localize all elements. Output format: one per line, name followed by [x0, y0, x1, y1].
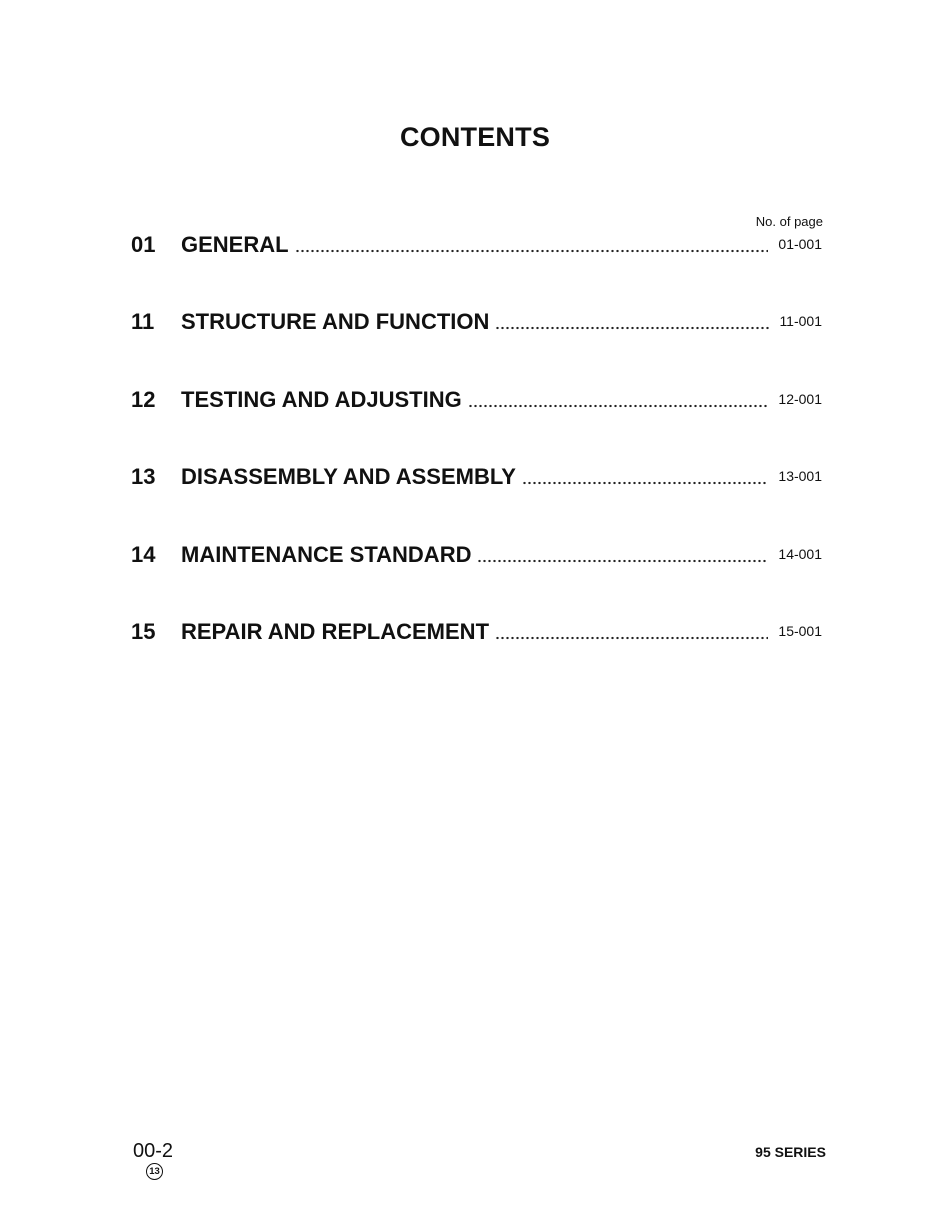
section-number: 15 — [131, 618, 156, 644]
revision-mark: 13 — [146, 1163, 163, 1180]
toc-entry-11 — [131, 305, 822, 382]
toc-entry-12 — [131, 383, 822, 460]
dot-leader — [495, 621, 768, 643]
section-title: MAINTENANCE STANDARD — [181, 541, 472, 567]
section-number: 11 — [131, 309, 155, 335]
section-number: 13 — [131, 464, 156, 490]
section-page-ref: 14-001 — [778, 545, 822, 562]
dot-leader — [495, 311, 769, 333]
toc-entry-15 — [131, 615, 822, 651]
section-page-ref: 01-001 — [778, 236, 822, 252]
dot-leader — [522, 466, 768, 488]
footer-series: 95 SERIES — [755, 1144, 826, 1160]
dot-leader — [295, 234, 769, 256]
dot-leader — [468, 389, 769, 411]
table-of-contents — [131, 228, 822, 651]
section-title: DISASSEMBLY AND ASSEMBLY — [181, 464, 516, 490]
toc-entry-14 — [131, 538, 822, 615]
section-number: 12 — [131, 386, 156, 412]
dot-leader — [477, 544, 768, 566]
section-title: REPAIR AND REPLACEMENT — [181, 618, 490, 644]
page-title: CONTENTS — [399, 122, 551, 152]
section-number: 14 — [131, 541, 156, 567]
section-title: STRUCTURE AND FUNCTION — [181, 309, 490, 335]
section-title: TESTING AND ADJUSTING — [181, 386, 462, 412]
section-page-ref: 12-001 — [778, 390, 822, 407]
section-page-ref: 11-001 — [779, 313, 822, 330]
section-page-ref: 13-001 — [778, 468, 822, 485]
section-page-ref: 15-001 — [778, 622, 822, 639]
section-title: GENERAL — [181, 232, 289, 257]
toc-entry-01 — [131, 228, 822, 305]
page-column-header: No. of page — [755, 214, 823, 229]
section-number: 01 — [131, 232, 156, 257]
footer-page-number: 00-2 — [133, 1140, 174, 1162]
toc-entry-13 — [131, 460, 822, 537]
